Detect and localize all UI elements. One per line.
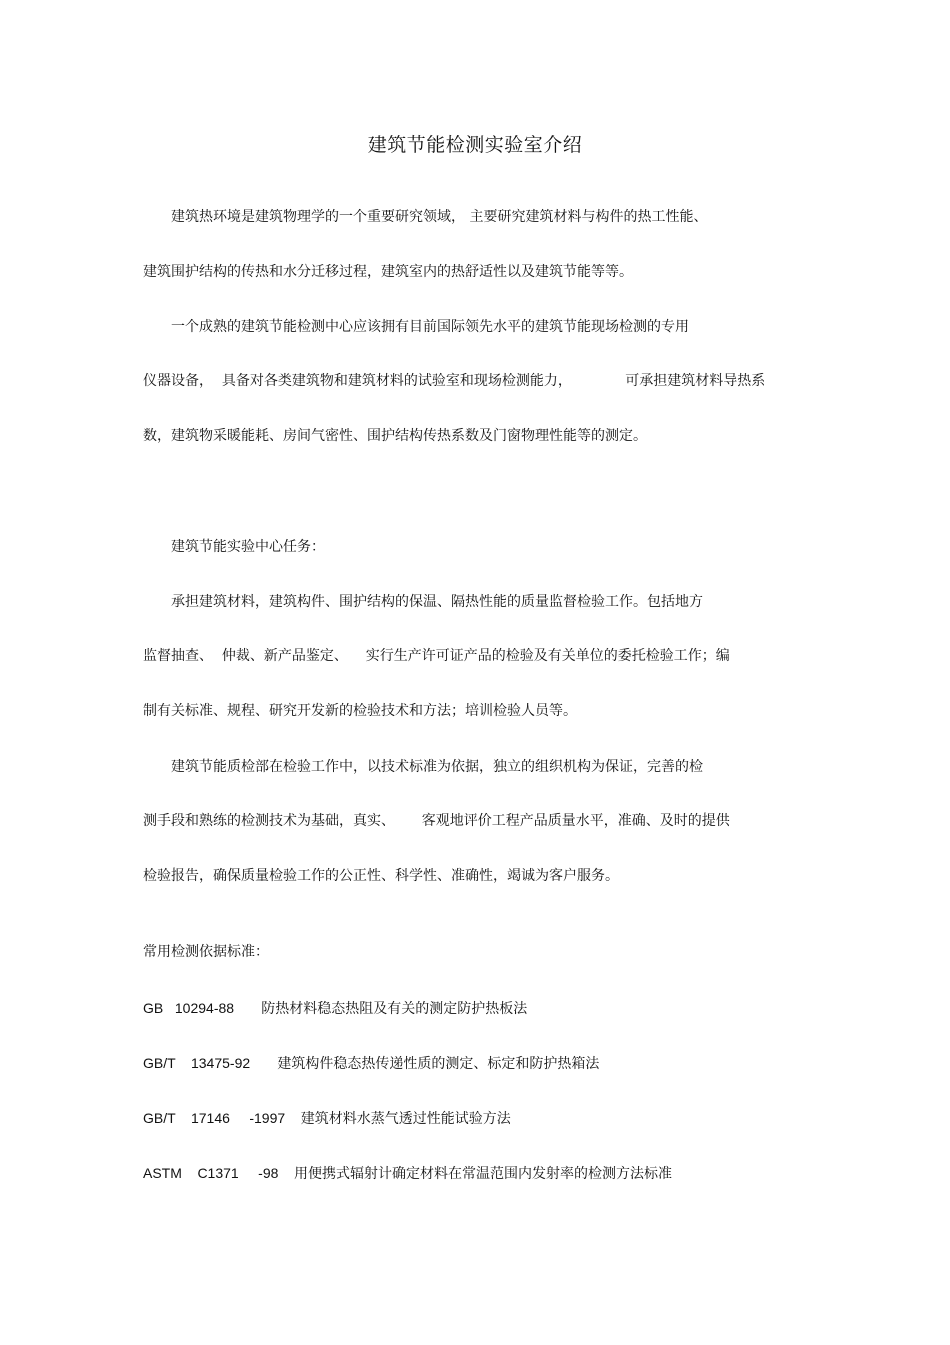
paragraph-line: 制有关标准、规程、研究开发新的检验技术和方法；培训检验人员等。 xyxy=(143,703,577,719)
paragraph-line: 承担建筑材料，建筑构件、围护结构的保温、隔热性能的质量监督检验工作。包括地方 xyxy=(171,594,703,610)
paragraph-line: 建筑节能质检部在检验工作中，以技术标准为依据，独立的组织机构为保证，完善的检 xyxy=(171,759,703,775)
standard-item: GB/T 17146 -1997 建筑材料水蒸气透过性能试验方法 xyxy=(143,1110,511,1126)
paragraph-line: 监督抽查、 仲裁、新产品鉴定、 实行生产许可证产品的检验及有关单位的委托检验工作；编 xyxy=(143,648,730,664)
paragraph-line: 检验报告，确保质量检验工作的公正性、科学性、准确性，竭诚为客户服务。 xyxy=(143,868,619,884)
paragraph-line: 一个成熟的建筑节能检测中心应该拥有目前国际领先水平的建筑节能现场检测的专用 xyxy=(171,319,689,335)
document-title: 建筑节能检测实验室介绍 xyxy=(367,134,583,156)
standard-item: GB 10294-88 防热材料稳态热阻及有关的测定防护热板法 xyxy=(143,1000,528,1016)
standard-item: ASTM C1371 -98 用便携式辐射计确定材料在常温范围内发射率的检测方法标准 xyxy=(143,1165,672,1181)
paragraph-line: 建筑围护结构的传热和水分迁移过程，建筑室内的热舒适性以及建筑节能等等。 xyxy=(143,264,633,280)
section-heading: 建筑节能实验中心任务： xyxy=(171,539,325,555)
paragraph-line: 数，建筑物采暖能耗、房间气密性、围护结构传热系数及门窗物理性能等的测定。 xyxy=(143,428,647,444)
paragraph-line: 仪器设备， 具备对各类建筑物和建筑材料的试验室和现场检测能力， 可承担建筑材料导热系 xyxy=(143,373,766,389)
standard-item: GB/T 13475-92 建筑构件稳态热传递性质的测定、标定和防护热箱法 xyxy=(143,1055,600,1071)
standards-heading: 常用检测依据标准： xyxy=(143,944,269,960)
paragraph-line: 测手段和熟练的检测技术为基础，真实、 客观地评价工程产品质量水平，准确、及时的提供 xyxy=(143,813,730,829)
paragraph-line: 建筑热环境是建筑物理学的一个重要研究领域， 主要研究建筑材料与构件的热工性能、 xyxy=(171,209,708,225)
